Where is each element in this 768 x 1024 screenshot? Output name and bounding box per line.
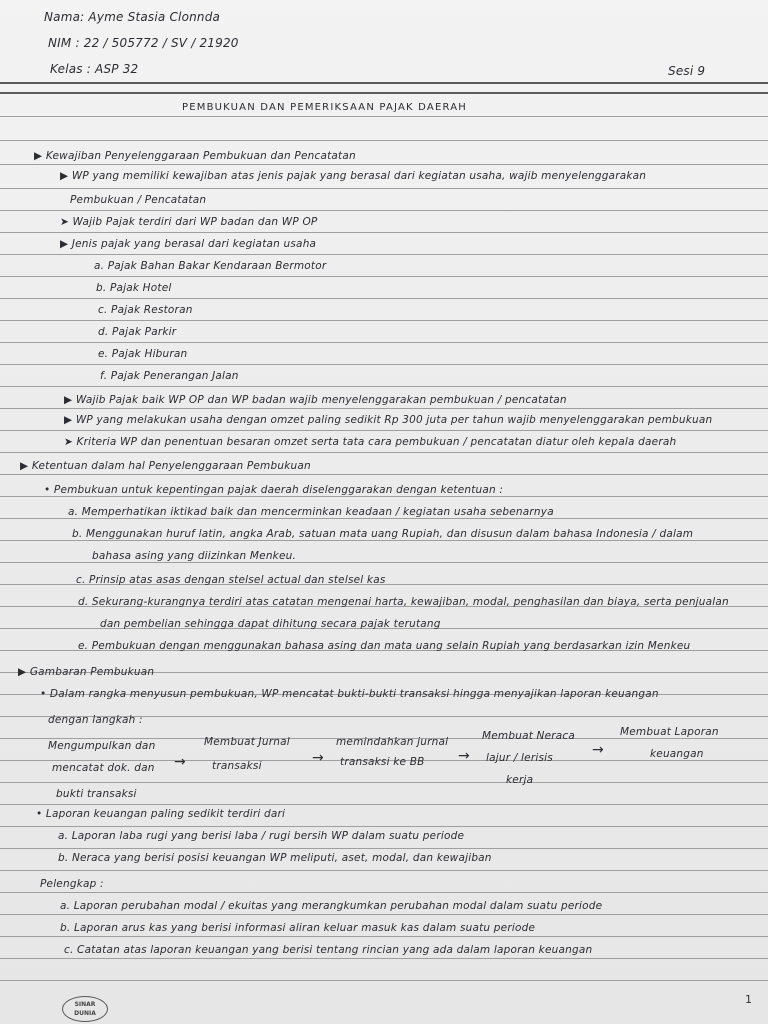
list-item: b. Menggunakan huruf latin, angka Arab, satuan mata uang Rupiah, dan disusun dalam bahasa Indonesia / dalam — [72, 528, 694, 540]
ruled-line — [0, 804, 768, 805]
list-item: d. Pajak Parkir — [98, 326, 177, 338]
ruled-line — [0, 342, 768, 343]
note-line: • Dalam rangka menyusun pembukuan, WP mencatat bukti-bukti transaksi hingga menyajikan laporan keuangan — [40, 688, 659, 700]
list-item: f. Pajak Penerangan Jalan — [100, 370, 239, 382]
flow-step-journal: transaksi — [212, 760, 262, 772]
list-item: b. Laporan arus kas yang berisi informasi aliran keluar masuk kas dalam suatu periode — [60, 922, 536, 934]
ruled-line — [0, 320, 768, 321]
list-item: b. Pajak Hotel — [96, 282, 172, 294]
list-item: bahasa asing yang diizinkan Menkeu. — [92, 550, 297, 562]
section-heading: ▶ Ketentuan dalam hal Penyelenggaraan Pembukuan — [20, 460, 311, 472]
arrow-right-icon: → — [458, 748, 470, 764]
ruled-line — [0, 958, 768, 959]
flow-step-ledger: transaksi ke BB — [340, 756, 425, 768]
flow-step-collect: bukti transaksi — [56, 788, 137, 800]
ruled-line — [0, 540, 768, 541]
flow-step-worksheet: lajur / lerisis — [486, 752, 553, 764]
student-nim: NIM : 22 / 505772 / SV / 21920 — [48, 36, 239, 50]
ruled-line — [0, 164, 768, 165]
list-item: b. Neraca yang berisi posisi keuangan WP meliputi, aset, modal, dan kewajiban — [58, 852, 492, 864]
section-heading: ▶ Gambaran Pembukuan — [18, 666, 155, 678]
ruled-line — [0, 452, 768, 453]
ruled-line — [0, 870, 768, 871]
list-item: a. Laporan perubahan modal / ekuitas yang merangkumkan perubahan modal dalam suatu periode — [60, 900, 603, 912]
note-line: Pembukuan / Pencatatan — [70, 194, 207, 206]
ruled-line — [0, 892, 768, 893]
session-label: Sesi 9 — [668, 64, 706, 78]
note-line: ▶ Wajib Pajak baik WP OP dan WP badan wajib menyelenggarakan pembukuan / pencatatan — [64, 394, 567, 406]
ruled-line — [0, 562, 768, 563]
ruled-line — [0, 496, 768, 497]
header-rule — [0, 82, 768, 84]
list-item: a. Pajak Bahan Bakar Kendaraan Bermotor — [94, 260, 327, 272]
page-title: PEMBUKUAN DAN PEMERIKSAAN PAJAK DAERAH — [182, 102, 467, 113]
ruled-line — [0, 474, 768, 475]
list-item: e. Pajak Hiburan — [98, 348, 188, 360]
ruled-line — [0, 210, 768, 211]
list-item: d. Sekurang-kurangnya terdiri atas catatan mengenai harta, kewajiban, modal, penghasilan dan biaya, serta penjualan — [78, 596, 729, 608]
list-item: e. Pembukuan dengan menggunakan bahasa asing dan mata uang selain Rupiah yang berdasarkan izin Menkeu — [78, 640, 691, 652]
ruled-line — [0, 140, 768, 141]
note-line: • Pembukuan untuk kepentingan pajak daerah diselenggarakan dengan ketentuan : — [44, 484, 504, 496]
student-name: Nama: Ayme Stasia Clonnda — [44, 10, 221, 24]
ruled-line — [0, 232, 768, 233]
list-item: c. Catatan atas laporan keuangan yang berisi tentang rincian yang ada dalam laporan keuangan — [64, 944, 593, 956]
list-item: c. Pajak Restoran — [98, 304, 193, 316]
ruled-line — [0, 848, 768, 849]
ruled-line — [0, 116, 768, 117]
brand-logo: SINAR DUNIA — [62, 996, 108, 1022]
ruled-line — [0, 430, 768, 431]
list-item: dan pembelian sehingga dapat dihitung secara pajak terutang — [100, 618, 441, 630]
ruled-line — [0, 254, 768, 255]
ruled-line — [0, 518, 768, 519]
note-line: ▶ WP yang memiliki kewajiban atas jenis pajak yang berasal dari kegiatan usaha, wajib menyelenggarakan — [60, 170, 647, 182]
arrow-right-icon: → — [592, 742, 604, 758]
flow-step-journal: Membuat Jurnal — [204, 736, 290, 748]
header-rule-2 — [0, 92, 768, 94]
ruled-line — [0, 936, 768, 937]
flow-step-collect: mencatat dok. dan — [52, 762, 155, 774]
flow-step-ledger: memindahkan jurnal — [336, 736, 449, 748]
ruled-line — [0, 826, 768, 827]
flow-step-report: Membuat Laporan — [620, 726, 719, 738]
list-item: a. Laporan laba rugi yang berisi laba / rugi bersih WP dalam suatu periode — [58, 830, 465, 842]
ruled-line — [0, 298, 768, 299]
flow-step-report: keuangan — [650, 748, 704, 760]
list-item: c. Prinsip atas asas dengan stelsel actual dan stelsel kas — [76, 574, 386, 586]
ruled-line — [0, 980, 768, 981]
flow-step-collect: Mengumpulkan dan — [48, 740, 156, 752]
ruled-line — [0, 408, 768, 409]
note-line: ▶ WP yang melakukan usaha dengan omzet paling sedikit Rp 300 juta per tahun wajib menyelenggarakan pembukuan — [64, 414, 713, 426]
subheading: Pelengkap : — [40, 878, 104, 890]
note-line: • Laporan keuangan paling sedikit terdiri dari — [36, 808, 286, 820]
ruled-line — [0, 276, 768, 277]
flow-step-worksheet: kerja — [506, 774, 534, 786]
ruled-line — [0, 782, 768, 783]
ruled-line — [0, 188, 768, 189]
list-item: a. Memperhatikan iktikad baik dan mencerminkan keadaan / kegiatan usaha sebenarnya — [68, 506, 554, 518]
page-number: 1 — [745, 993, 752, 1006]
note-line: dengan langkah : — [48, 714, 143, 726]
ruled-line — [0, 364, 768, 365]
note-line: ▶ Jenis pajak yang berasal dari kegiatan usaha — [60, 238, 317, 250]
note-line: ➤ Wajib Pajak terdiri dari WP badan dan WP OP — [60, 216, 318, 228]
section-heading: ▶ Kewajiban Penyelenggaraan Pembukuan dan Pencatatan — [34, 150, 356, 162]
arrow-right-icon: → — [174, 754, 186, 770]
ruled-line — [0, 386, 768, 387]
flow-step-worksheet: Membuat Neraca — [482, 730, 576, 742]
note-line: ➤ Kriteria WP dan penentuan besaran omzet serta tata cara pembukuan / pencatatan diatur oleh kepala daerah — [64, 436, 677, 448]
arrow-right-icon: → — [312, 750, 324, 766]
ruled-line — [0, 914, 768, 915]
student-class: Kelas : ASP 32 — [50, 62, 139, 76]
